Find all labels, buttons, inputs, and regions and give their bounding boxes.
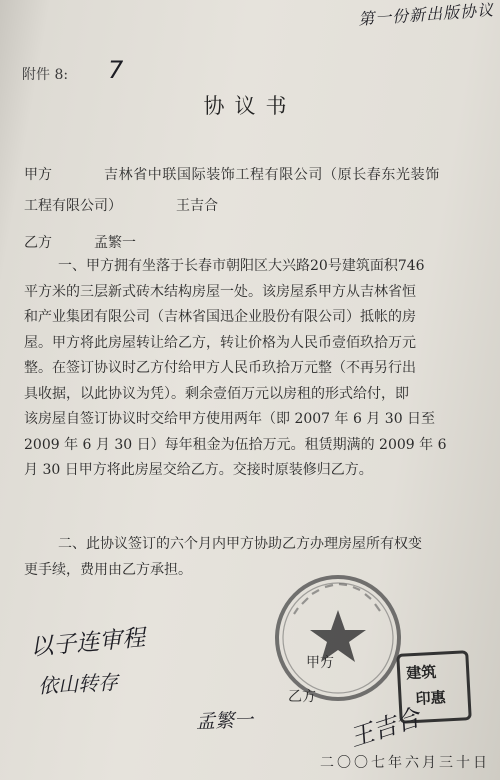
clause-1-line: 屋。甲方将此房屋转让给乙方，转让价格为人民币壹佰玖拾万元 (24, 334, 416, 351)
party-a-label: 甲方 (24, 167, 52, 183)
signing-date: 二〇〇七年六月三十日 (320, 755, 490, 771)
clause-1-line: 平方米的三层新式砖木结构房屋一处。该房屋系甲方从吉林省恒 (24, 283, 416, 300)
clause-1-line: 该房屋自签订协议时交给甲方使用两年（即 2007 年 6 月 30 日至 (24, 411, 436, 427)
handwritten-note-top: 第一份新出版协议 (357, 0, 495, 29)
clause-2-line: 二、此协议签订的六个月内甲方协助乙方办理房屋所有权变 (58, 536, 422, 552)
handwritten-signature: 以子连审程 (29, 625, 147, 661)
clause-2-line: 更手续，费用由乙方承担。 (24, 561, 192, 578)
party-b-name: 孟繁一 (94, 235, 136, 251)
stamp-text: 建筑 (405, 662, 437, 683)
clause-1-line: 2009 年 6 月 30 日）每年租金为伍拾万元。租赁期满的 2009 年 6 (24, 436, 447, 453)
document-title: 协议书 (203, 94, 297, 118)
attachment-number: 7 (108, 56, 124, 84)
sign-label-party-b: 乙方 (288, 689, 316, 705)
clause-1-line: 整。在签订协议时乙方付给甲方人民币玖拾万元整（不再另行出 (24, 360, 416, 376)
clause-2 (24, 532, 482, 583)
clause-1-line: 月 30 日甲方将此房屋交给乙方。交接时原装修归乙方。 (24, 462, 373, 478)
company-seal (272, 572, 404, 704)
handwritten-signature: 依山转存 (37, 669, 119, 699)
attachment-label: 附件 8: (22, 67, 69, 83)
clause-1-line: 和产业集团有限公司（吉林省国迅企业股份有限公司）抵帐的房 (24, 309, 416, 325)
handwritten-signature-party-a: 王吉合 (346, 703, 424, 753)
party-a-name-line1: 吉林省中联国际装饰工程有限公司（原长春东光装饰 (104, 167, 440, 183)
party-a-representative: 王吉合 (176, 198, 218, 214)
clause-1-line: 具收据，以此协议为凭）。剩余壹佰万元以房租的形式给付，即 (24, 385, 409, 402)
stamp-text: 印惠 (415, 688, 447, 708)
clause-1-line: 一、甲方拥有坐落于长春市朝阳区大兴路20号建筑面积746 (58, 258, 425, 274)
party-b-label: 乙方 (24, 235, 52, 251)
party-a-name-line2: 工程有限公司） (24, 198, 122, 214)
handwritten-signature-party-b: 孟繁一 (195, 709, 254, 733)
clause-1 (24, 254, 482, 484)
sign-label-party-a: 甲方 (306, 655, 334, 671)
